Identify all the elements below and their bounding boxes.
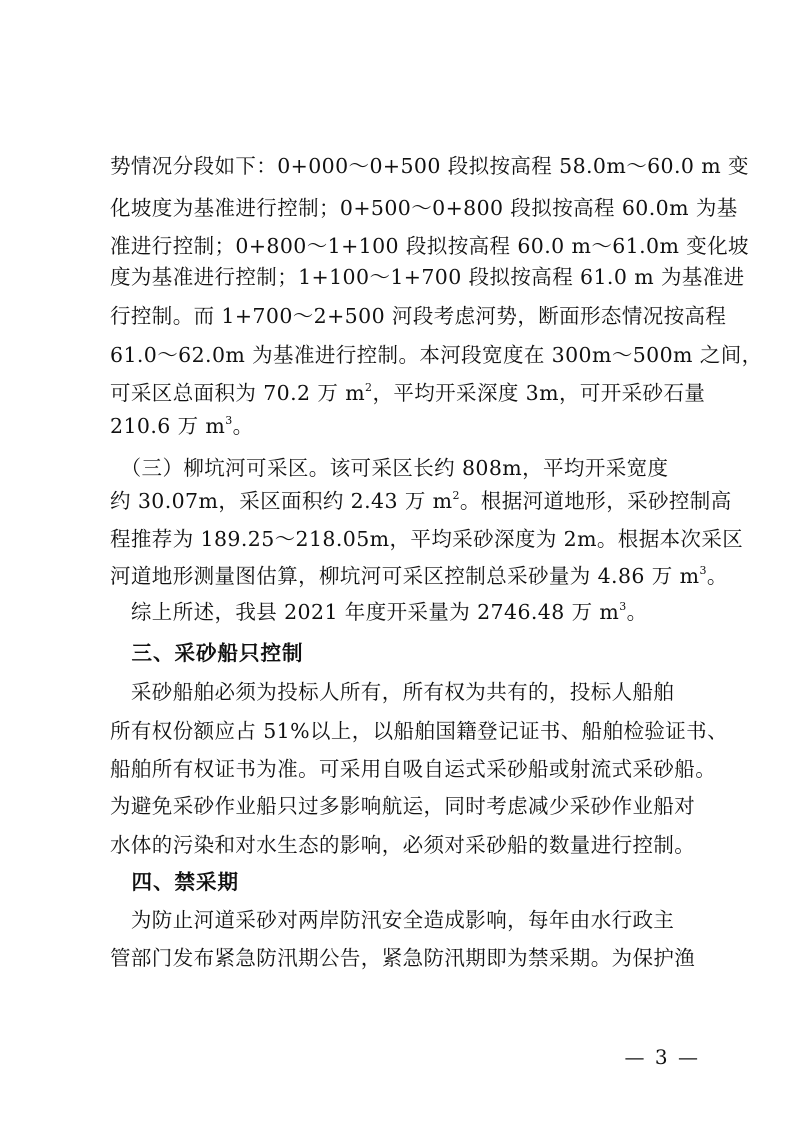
paragraph-line: 势情况分段如下：0+000～0+500 段拟按高程 58.0m～60.0 m 变 [110,154,749,178]
superscript: 3 [225,414,233,427]
paragraph-line: 河道地形测量图估算，柳坑河可采区控制总采砂量为 4.86 万 $m^3$。 [110,564,728,588]
paragraph-line: 为防止河道采砂对两岸防汛安全造成影响，每年由水行政主 [110,908,675,932]
paragraph-line: 船舶所有权证书为准。可采用自吸自运式采砂船或射流式采砂船。 [110,757,717,781]
paragraph-line: 程推荐为 189.25～218.05m，平均采砂深度为 2m。根据本次采区 [110,527,744,551]
paragraph-line: 综上所述，我县 2021 年度开采量为 2746.48 万 $m^3$。 [110,600,648,624]
paragraph-line: 210.6 万 $m^3$。 [110,414,254,438]
paragraph-line: 准进行控制；0+800～1+100 段拟按高程 60.0 m～61.0m 变化坡 [110,234,749,258]
superscript: 3 [699,564,707,577]
paragraph-line: 所有权份额应占 51%以上，以船舶国籍登记证书、船舶检验证书、 [110,719,728,743]
paragraph-line: 采砂船舶必须为投标人所有，所有权为共有的，投标人船舶 [110,680,675,704]
paragraph-line: 化坡度为基准进行控制；0+500～0+800 段拟按高程 60.0m 为基 [110,196,738,220]
paragraph-line: 管部门发布紧急防汛期公告，紧急防汛期即为禁采期。为保护渔 [110,946,696,970]
section-heading: 四、禁采期 [110,870,239,894]
page-number: — 3 — [624,1045,700,1069]
paragraph-line: 度为基准进行控制；1+100～1+700 段拟按高程 61.0 m 为基准进 [110,265,745,289]
paragraph-line: 行控制。而 1+700～2+500 河段考虑河势，断面形态情况按高程 [110,304,727,328]
section-heading: 三、采砂船只控制 [110,641,304,665]
paragraph-line: 可采区总面积为 70.2 万 $m^2$，平均开采深度 3m，可开采砂石量 [110,381,706,405]
superscript: 2 [452,489,460,502]
superscript: 2 [365,381,373,394]
paragraph-line: 61.0～62.0m 为基准进行控制。本河段宽度在 300m～500m 之间， [110,343,763,367]
paragraph-line: 为避免采砂作业船只过多影响航运，同时考虑减少采砂作业船对 [110,794,696,818]
paragraph-line: （三）柳坑河可采区。该可采区长约 808m，平均开采宽度 [110,456,669,480]
paragraph-line: 约 30.07m，采区面积约 2.43 万 $m^2$。根据河道地形，采砂控制高 [110,489,732,513]
superscript: 3 [619,600,627,613]
paragraph-line: 水体的污染和对水生态的影响，必须对采砂船的数量进行控制。 [110,833,696,857]
